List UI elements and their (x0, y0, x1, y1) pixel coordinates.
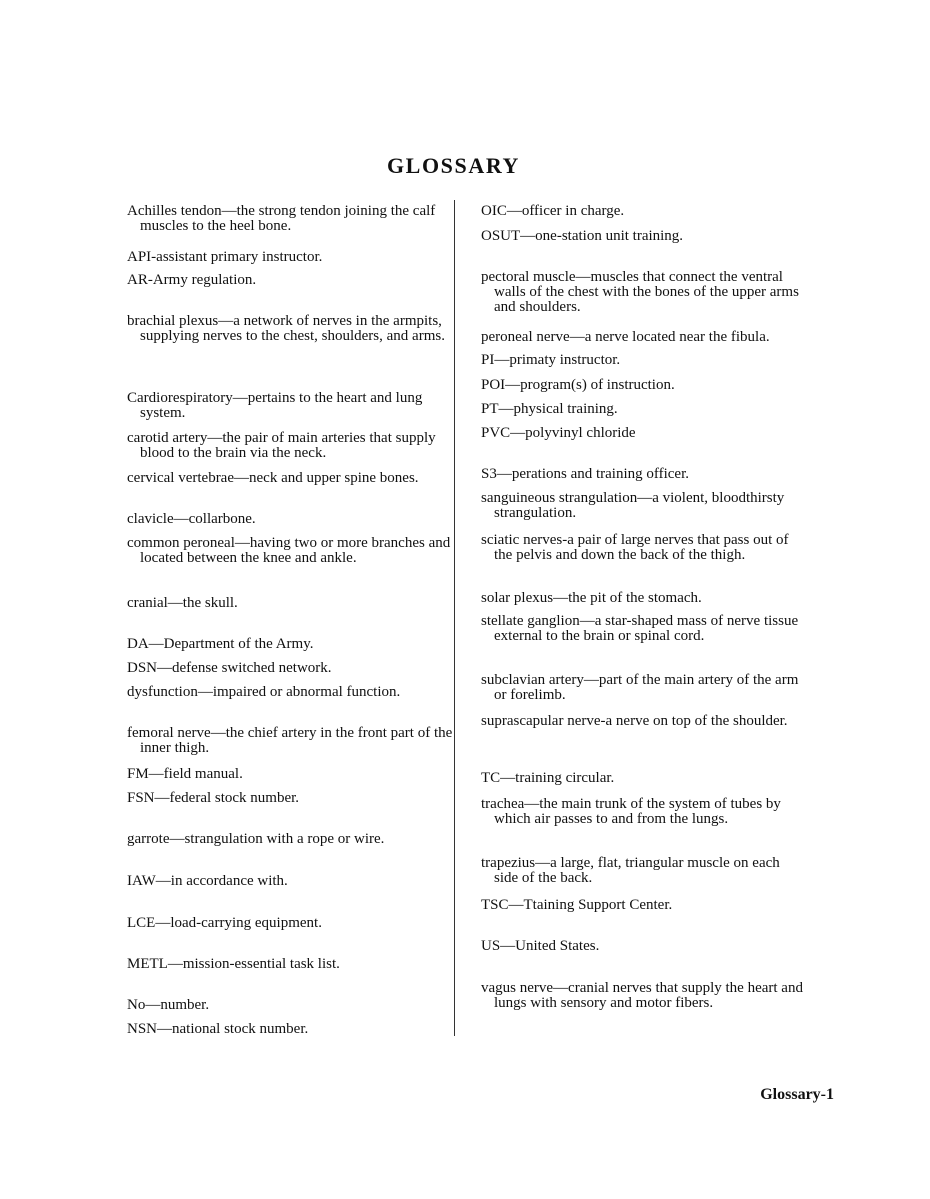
glossary-entry: brachial plexus—a network of nerves in the armpits, supplying nerves to the chest, shoulders, and arms. (127, 313, 445, 344)
glossary-entry: trachea—the main trunk of the system of tubes by which air passes to and from the lungs. (481, 796, 781, 827)
glossary-entry: PVC—polyvinyl chloride (481, 425, 636, 441)
page-footer: Glossary-1 (760, 1086, 834, 1103)
glossary-entry: common peroneal—having two or more branches and located between the knee and ankle. (127, 535, 451, 566)
glossary-entry: pectoral muscle—muscles that connect the ventral walls of the chest with the bones of the upper arms and shoulders. (481, 269, 799, 315)
glossary-entry: S3—perations and training officer. (481, 466, 690, 482)
glossary-entry: OIC—officer in charge. (481, 203, 625, 219)
glossary-entry: FSN—federal stock number. (127, 790, 300, 806)
glossary-entry: IAW—in accordance with. (127, 873, 288, 889)
glossary-entry: US—United States. (481, 938, 600, 954)
glossary-entry: solar plexus—the pit of the stomach. (481, 590, 702, 606)
glossary-entry: Cardiorespiratory—pertains to the heart and lung system. (127, 390, 423, 421)
glossary-entry: LCE—load-carrying equipment. (127, 915, 322, 931)
glossary-entry: NSN—national stock number. (127, 1021, 309, 1037)
glossary-entry: DA—Department of the Army. (127, 636, 314, 652)
glossary-entry: trapezius—a large, flat, triangular muscle on each side of the back. (481, 855, 780, 886)
glossary-entry: METL—mission-essential task list. (127, 956, 340, 972)
glossary-entry: peroneal nerve—a nerve located near the fibula. (481, 329, 770, 345)
glossary-entry: TC—training circular. (481, 770, 615, 786)
glossary-entry: TSC—Ttaining Support Center. (481, 897, 673, 913)
glossary-entry: dysfunction—impaired or abnormal function. (127, 684, 401, 700)
glossary-entry: PT—physical training. (481, 401, 618, 417)
glossary-entry: sciatic nerves-a pair of large nerves that pass out of the pelvis and down the back of the thigh. (481, 532, 789, 563)
glossary-entry: No—number. (127, 997, 210, 1013)
glossary-entry: carotid artery—the pair of main arteries that supply blood to the brain via the neck. (127, 430, 436, 461)
glossary-entry: PI—primaty instructor. (481, 352, 621, 368)
glossary-entry: garrote—strangulation with a rope or wire. (127, 831, 385, 847)
glossary-entry: cervical vertebrae—neck and upper spine bones. (127, 470, 419, 486)
glossary-entry: sanguineous strangulation—a violent, bloodthirsty strangulation. (481, 490, 785, 521)
glossary-entry: subclavian artery—part of the main artery of the arm or forelimb. (481, 672, 799, 703)
glossary-entry: DSN—defense switched network. (127, 660, 332, 676)
glossary-entry: suprascapular nerve-a nerve on top of the shoulder. (481, 713, 788, 729)
glossary-entry: vagus nerve—cranial nerves that supply the heart and lungs with sensory and motor fibers. (481, 980, 803, 1011)
glossary-entry: clavicle—collarbone. (127, 511, 256, 527)
glossary-entry: POI—program(s) of instruction. (481, 377, 675, 393)
glossary-entry: OSUT—one-station unit training. (481, 228, 684, 244)
glossary-entry: AR-Army regulation. (127, 272, 257, 288)
glossary-entry: FM—field manual. (127, 766, 243, 782)
page-title: GLOSSARY (386, 153, 521, 178)
glossary-entry: Achilles tendon—the strong tendon joining the calf muscles to the heel bone. (127, 203, 436, 234)
glossary-entry: API-assistant primary instructor. (127, 249, 323, 265)
glossary-entry: cranial—the skull. (127, 595, 238, 611)
glossary-entry: femoral nerve—the chief artery in the front part of the inner thigh. (127, 725, 453, 756)
glossary-entry: stellate ganglion—a star-shaped mass of nerve tissue external to the brain or spinal cord. (481, 613, 799, 644)
